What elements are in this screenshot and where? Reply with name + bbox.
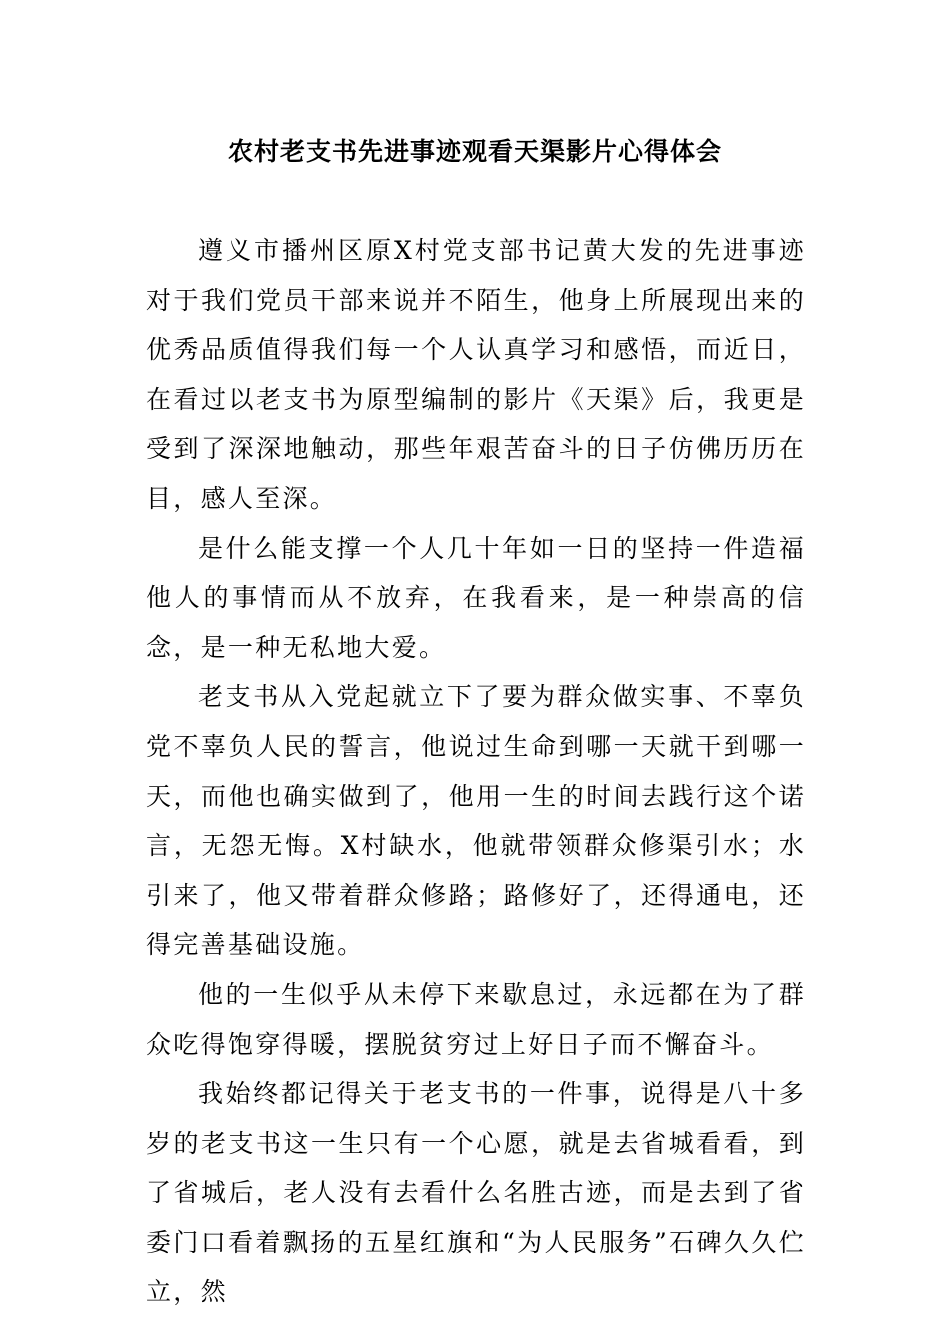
document-title: 农村老支书先进事迹观看天渠影片心得体会 — [227, 137, 722, 166]
document-body — [146, 226, 806, 1317]
paragraph-5: 我始终都记得关于老支书的一件事，说得是八十多岁的老支书这一生只有一个心愿，就是去省城看看，到了省城后，老人没有去看什么名胜古迹，而是去到了省委门口看着飘扬的五星红旗和“为人民服务”石碑久久伫立，然 — [146, 1079, 806, 1307]
paragraph-3: 老支书从入党起就立下了要为群众做实事、不辜负党不辜负人民的誓言，他说过生命到哪一天就干到哪一天，而他也确实做到了，他用一生的时间去践行这个诺言，无怨无悔。X村缺水，他就带领群众修渠引水；水引来了，他又带着群众修路；路修好了，还得通电，还得完善基础设施。 — [146, 682, 806, 960]
paragraph-2: 是什么能支撑一个人几十年如一日的坚持一件造福他人的事情而从不放弃，在我看来，是一种崇高的信念，是一种无私地大爱。 — [146, 533, 806, 662]
paragraph-1: 遵义市播州区原X村党支部书记黄大发的先进事迹对于我们党员干部来说并不陌生，他身上所展现出来的优秀品质值得我们每一个人认真学习和感悟，而近日，在看过以老支书为原型编制的影片《天渠》后，我更是受到了深深地触动，那些年艰苦奋斗的日子仿佛历历在目，感人至深。 — [146, 236, 806, 513]
paragraph-4: 他的一生似乎从未停下来歇息过，永远都在为了群众吃得饱穿得暖，摆脱贫穷过上好日子而不懈奋斗。 — [146, 979, 806, 1059]
